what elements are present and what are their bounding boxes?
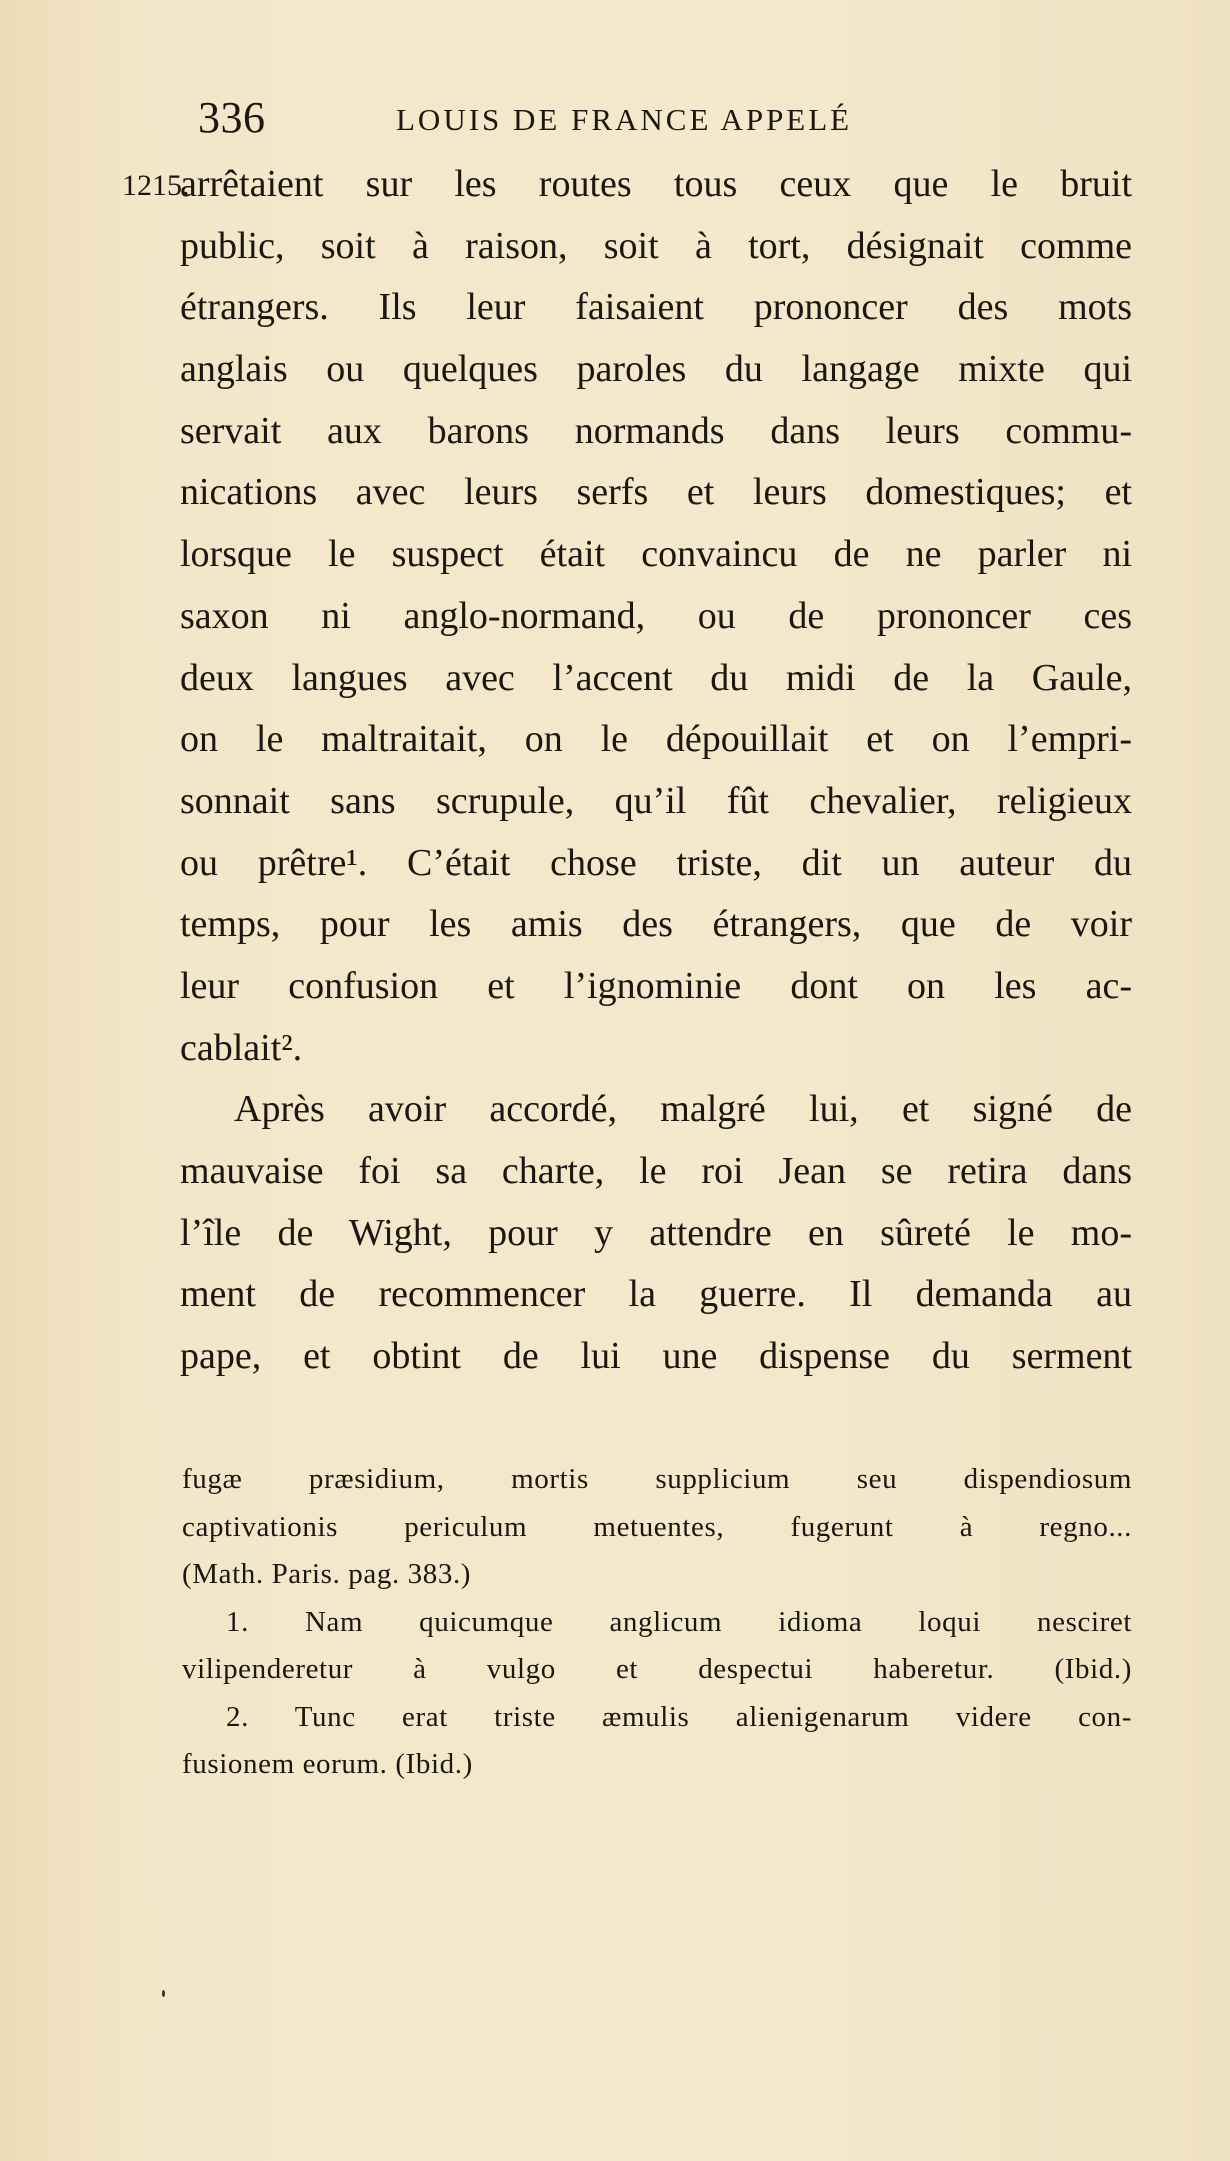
text-line: ou prêtre¹. C’était chose triste, dit un auteur du xyxy=(180,841,1132,884)
text-line: ment de recommencer la guerre. Il demanda au xyxy=(180,1273,1132,1316)
footnote-1: 1. Nam quicumque anglicum idioma loqui nesciret xyxy=(226,1605,1132,1638)
footnote-line: vilipenderetur à vulgo et despectui haberetur. (Ibid.) xyxy=(182,1653,1132,1685)
text-line: étrangers. Ils leur faisaient prononcer des mots xyxy=(180,286,1132,329)
text-line: nications avec leurs serfs et leurs domestiques; et xyxy=(180,471,1132,514)
text-line: temps, pour les amis des étrangers, que de voir xyxy=(180,903,1132,946)
paragraph-first-line: Après avoir accordé, malgré lui, et signé de xyxy=(234,1088,1132,1131)
text-line: l’île de Wight, pour y attendre en sûreté le mo- xyxy=(180,1211,1132,1254)
margin-year-note: 1215. xyxy=(122,169,190,202)
text-line: servait aux barons normands dans leurs commu- xyxy=(180,409,1132,452)
paper-speck xyxy=(162,1990,165,1997)
page-number: 336 xyxy=(198,93,266,142)
text-line: sonnait sans scrupule, qu’il fût chevalier, religieux xyxy=(180,779,1132,822)
footnote-line: fusionem eorum. (Ibid.) xyxy=(182,1748,473,1780)
running-head: LOUIS DE FRANCE APPELÉ xyxy=(396,102,853,137)
text-line: deux langues avec l’accent du midi de la Gaule, xyxy=(180,656,1132,699)
text-line: on le maltraitait, on le dépouillait et on l’empri- xyxy=(180,718,1132,761)
footnote-line: (Math. Paris. pag. 383.) xyxy=(182,1558,472,1590)
text-line: cablait². xyxy=(180,1026,303,1069)
text-line: public, soit à raison, soit à tort, désignait comme xyxy=(180,224,1132,267)
text-line: pape, et obtint de lui une dispense du serment xyxy=(180,1335,1132,1378)
text-line: mauvaise foi sa charte, le roi Jean se retira dans xyxy=(180,1150,1132,1192)
text-line: arrêtaient sur les routes tous ceux que le bruit xyxy=(180,163,1132,205)
text-line: saxon ni anglo-normand, ou de prononcer ces xyxy=(180,594,1132,637)
footnotes xyxy=(182,1456,1132,1789)
text-line: lorsque le suspect était convaincu de ne parler ni xyxy=(180,533,1132,576)
text-line: anglais ou quelques paroles du langage mixte qui xyxy=(180,348,1132,391)
text-line: leur confusion et l’ignominie dont on les ac- xyxy=(180,964,1132,1007)
main-text xyxy=(180,154,1132,1388)
footnote-line: captivationis periculum metuentes, fugerunt à regno... xyxy=(182,1510,1132,1543)
page-header xyxy=(198,92,938,144)
footnote-2: 2. Tunc erat triste æmulis alienigenarum videre con- xyxy=(226,1700,1132,1733)
footnote-line: fugæ præsidium, mortis supplicium seu dispendiosum xyxy=(182,1463,1132,1495)
